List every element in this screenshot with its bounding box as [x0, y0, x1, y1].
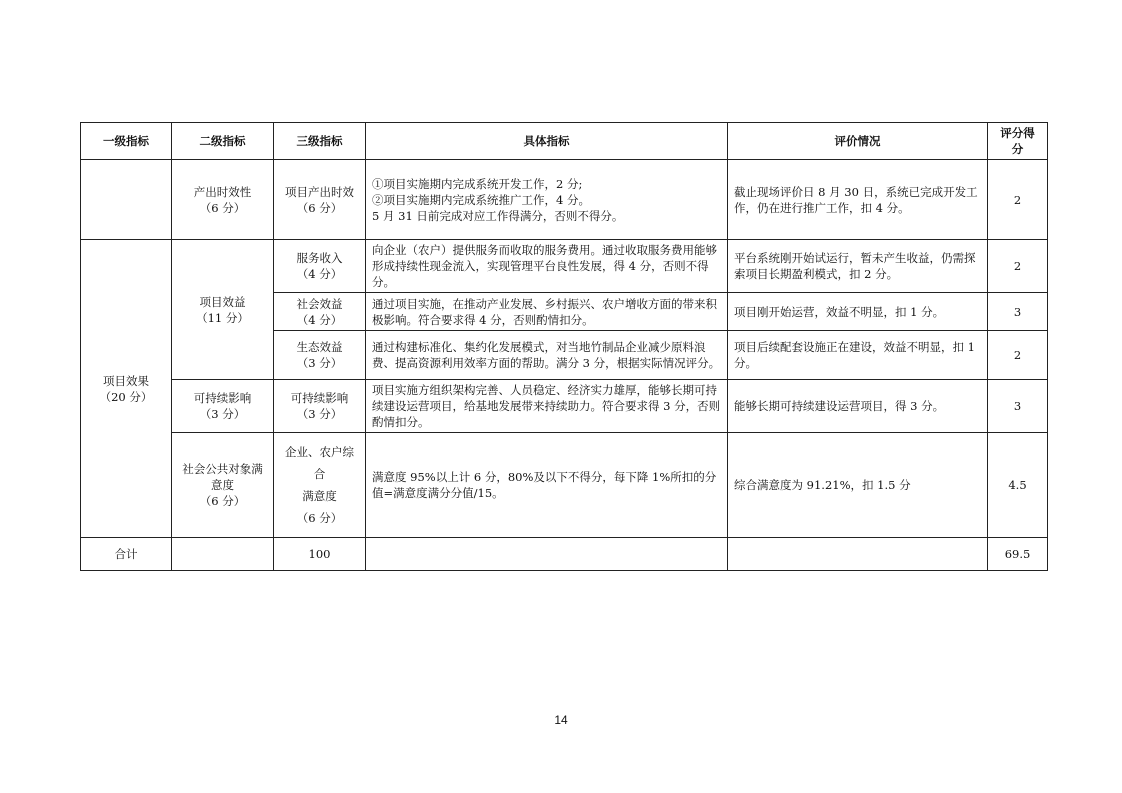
cell-total-spec-empty [366, 538, 728, 571]
cell-l1-effect: 项目效果 （20 分） [81, 240, 172, 538]
cell-l3-social: 社会效益 （4 分） [274, 293, 366, 331]
cell-spec-service: 向企业（农户）提供服务而收取的服务费用。通过收取服务费用能够形成持续性现金流入，实现管理平台良性发展，得 4 分，否则不得分。 [366, 240, 728, 293]
cell-l3-output: 项目产出时效 （6 分） [274, 160, 366, 240]
cell-score-output: 2 [988, 160, 1048, 240]
cell-eval-service: 平台系统刚开始试运行，暂未产生收益，仍需探索项目长期盈利模式，扣 2 分。 [728, 240, 988, 293]
cell-spec-satisfaction: 满意度 95%以上计 6 分，80%及以下不得分，每下降 1%所扣的分值=满意度满分分值/15。 [366, 433, 728, 538]
cell-l2-benefit: 项目效益 （11 分） [172, 240, 274, 380]
table-row-total [81, 538, 1048, 571]
cell-spec-output: ①项目实施期内完成系统开发工作，2 分; ②项目实施期内完成系统推广工作，4 分。 5 月 31 日前完成对应工作得满分，否则不得分。 [366, 160, 728, 240]
cell-l2-satisfaction: 社会公共对象满 意度 （6 分） [172, 433, 274, 538]
header-evaluation: 评价情况 [728, 123, 988, 160]
cell-l3-satisfaction: 企业、农户综合 满意度 （6 分） [274, 433, 366, 538]
cell-spec-eco: 通过构建标准化、集约化发展模式，对当地竹制品企业减少原料浪费、提高资源利用效率方面的帮助。满分 3 分，根据实际情况评分。 [366, 331, 728, 380]
cell-eval-satisfaction: 综合满意度为 91.21%，扣 1.5 分 [728, 433, 988, 538]
cell-total-label: 合计 [81, 538, 172, 571]
cell-l3-service: 服务收入 （4 分） [274, 240, 366, 293]
cell-spec-sustain: 项目实施方组织架构完善、人员稳定、经济实力雄厚，能够长期可持续建设运营项目，给基地发展带来持续助力。符合要求得 3 分，否则酌情扣分。 [366, 380, 728, 433]
cell-score-social: 3 [988, 293, 1048, 331]
header-specific: 具体指标 [366, 123, 728, 160]
cell-total-l3: 100 [274, 538, 366, 571]
cell-total-score: 69.5 [988, 538, 1048, 571]
cell-l2-output: 产出时效性 （6 分） [172, 160, 274, 240]
table-header-row [81, 123, 1048, 160]
table-row-service [81, 240, 1048, 293]
cell-score-eco: 2 [988, 331, 1048, 380]
cell-l1-empty [81, 160, 172, 240]
cell-l3-eco: 生态效益 （3 分） [274, 331, 366, 380]
table-row-output [81, 160, 1048, 240]
evaluation-table [80, 122, 1048, 571]
cell-l2-sustain: 可持续影响 （3 分） [172, 380, 274, 433]
cell-eval-sustain: 能够长期可持续建设运营项目，得 3 分。 [728, 380, 988, 433]
cell-score-sustain: 3 [988, 380, 1048, 433]
page-number: 14 [554, 713, 568, 727]
cell-total-eval-empty [728, 538, 988, 571]
header-score: 评分得 分 [988, 123, 1048, 160]
cell-spec-social: 通过项目实施，在推动产业发展、乡村振兴、农户增收方面的带来积极影响。符合要求得 4 分，否则酌情扣分。 [366, 293, 728, 331]
cell-eval-eco: 项目后续配套设施正在建设，效益不明显，扣 1 分。 [728, 331, 988, 380]
table-row-sustain [81, 380, 1048, 433]
table-row-satisfaction [81, 433, 1048, 538]
header-level3: 三级指标 [274, 123, 366, 160]
cell-score-satisfaction: 4.5 [988, 433, 1048, 538]
cell-eval-output: 截止现场评价日 8 月 30 日，系统已完成开发工作，仍在进行推广工作，扣 4 分。 [728, 160, 988, 240]
header-level1: 一级指标 [81, 123, 172, 160]
cell-total-l2-empty [172, 538, 274, 571]
cell-score-service: 2 [988, 240, 1048, 293]
cell-eval-social: 项目刚开始运营，效益不明显，扣 1 分。 [728, 293, 988, 331]
cell-l3-sustain: 可持续影响 （3 分） [274, 380, 366, 433]
header-level2: 二级指标 [172, 123, 274, 160]
